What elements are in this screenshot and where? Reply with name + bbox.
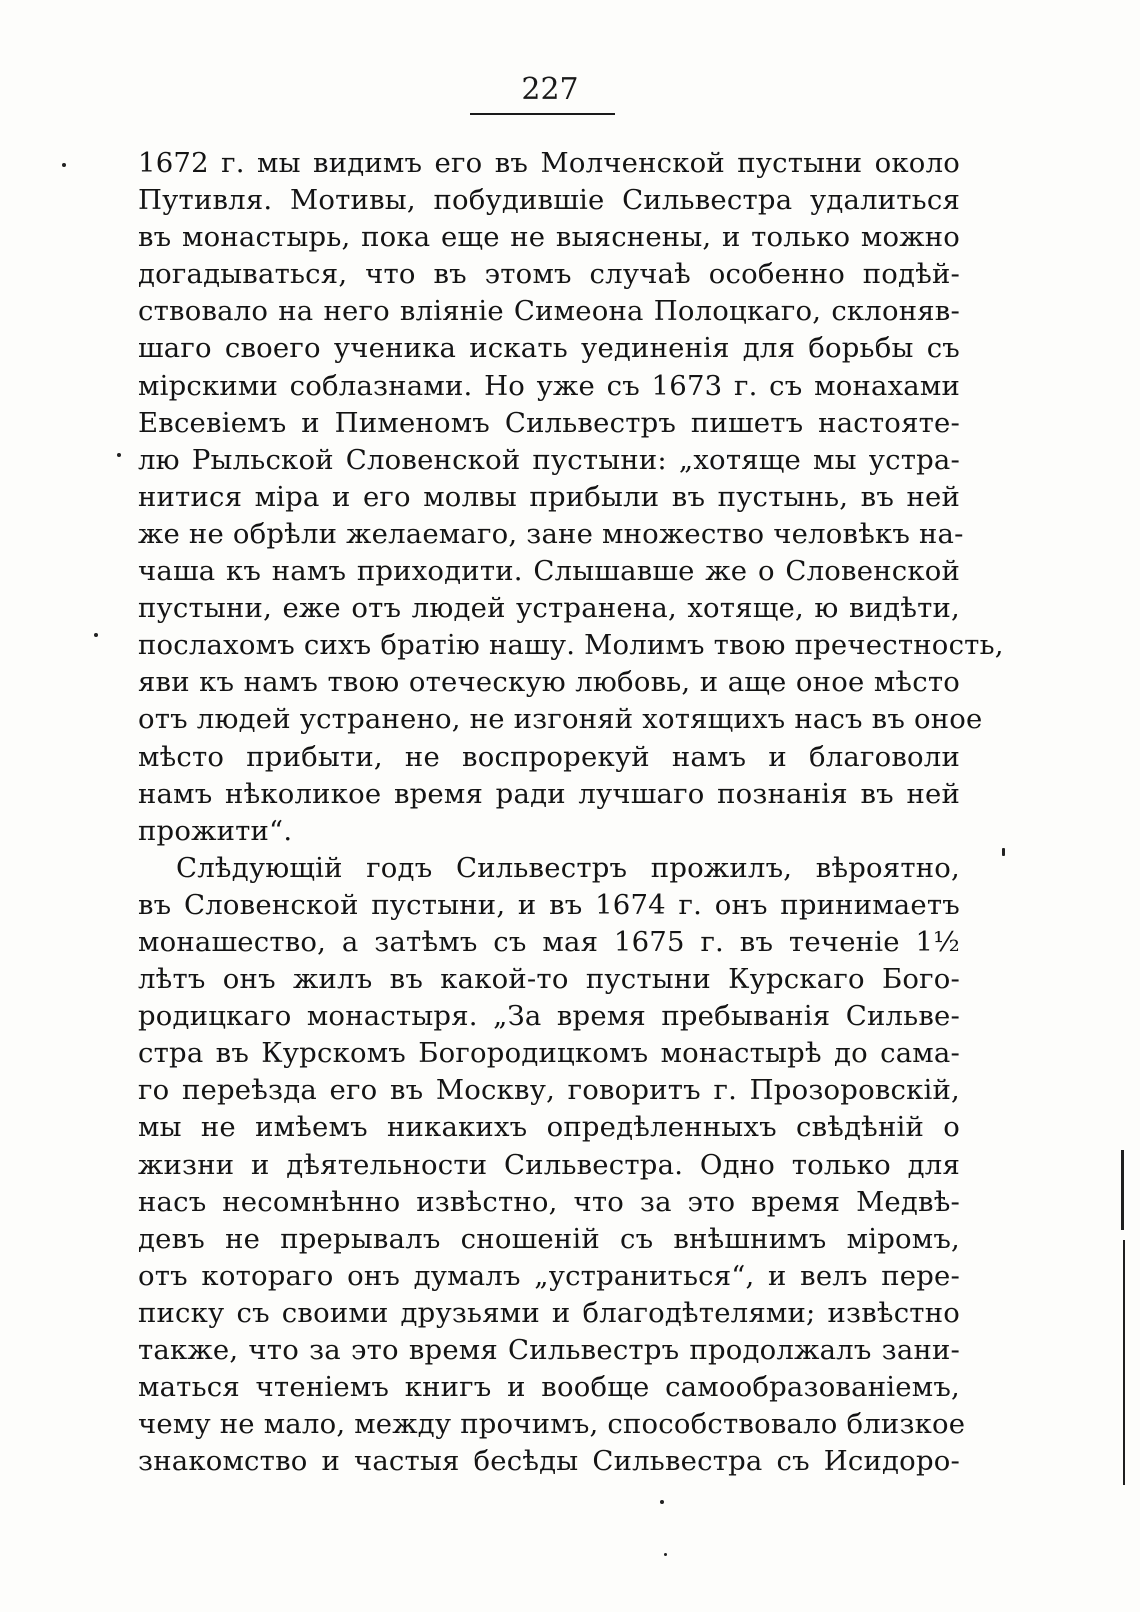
scan-speck <box>94 633 98 637</box>
text-line: намъ нѣколикое время ради лучшаго познанія въ ней <box>138 777 960 810</box>
text-line: ствовало на него вліяніе Симеона Полоцкаго, склоняв- <box>138 295 960 328</box>
text-line: нитися міра и его молвы прибыли въ пустынь, въ ней <box>138 480 960 513</box>
text-line: въ Словенской пустыни, и въ 1674 г. онъ принимаетъ <box>138 888 960 921</box>
text-line: догадываться, что въ этомъ случаѣ особенно подѣй- <box>138 258 960 291</box>
page-number-rule <box>470 113 615 115</box>
scan-speck <box>62 163 66 167</box>
text-line: маться чтеніемъ книгъ и вообще самообразованіемъ, <box>138 1371 960 1404</box>
text-line: мѣсто прибыти, не воспрорекуй намъ и благоволи <box>138 740 960 773</box>
text-line: лѣтъ онъ жилъ въ какой-то пустыни Курскаго Бого- <box>138 963 960 996</box>
text-line: отъ людей устранено, не изгоняй хотящихъ насъ въ оное <box>138 703 983 736</box>
page-body-text <box>138 145 1004 1480</box>
text-line: мірскими соблазнами. Но уже съ 1673 г. съ монахами <box>138 369 960 402</box>
scan-speck <box>660 1500 664 1504</box>
scan-edge-mark <box>1121 1150 1124 1230</box>
text-line: знакомство и частыя бесѣды Сильвестра съ Исидоро- <box>138 1445 960 1478</box>
text-line: послахомъ сихъ братію нашу. Молимъ твою пречестность, <box>138 629 1004 662</box>
text-line: родицкаго монастыря. „За время пребыванія Сильве- <box>138 1000 960 1033</box>
scan-edge-mark <box>1123 1240 1125 1485</box>
scan-speck <box>1002 848 1005 856</box>
text-line: Путивля. Мотивы, побудившіе Сильвестра удалиться <box>138 184 960 217</box>
text-line: въ монастырь, пока еще не выяснены, и только можно <box>138 221 960 254</box>
text-line: стра въ Курскомъ Богородицкомъ монастырѣ до сама- <box>138 1037 960 1070</box>
scan-speck <box>664 1553 667 1556</box>
text-line: 1672 г. мы видимъ его въ Молченской пустыни около <box>138 147 960 179</box>
page-number: 227 <box>521 72 579 107</box>
text-line: писку съ своими друзьями и благодѣтелями; извѣстно <box>138 1296 960 1329</box>
text-line: отъ котораго онъ думалъ „устраниться“, и велъ пере- <box>138 1259 960 1292</box>
text-line: го переѣзда его въ Москву, говоритъ г. Прозоровскій, <box>138 1074 960 1107</box>
text-line: чаша къ намъ приходити. Слышавше же о Словенской <box>138 555 960 588</box>
text-line: мы не имѣемъ никакихъ опредѣленныхъ свѣдѣній о <box>138 1111 960 1144</box>
text-line: монашество, а затѣмъ съ мая 1675 г. въ теченіе 1½ <box>138 925 960 958</box>
text-line: чему не мало, между прочимъ, способствовало близкое <box>138 1408 966 1441</box>
text-line: Евсевіемъ и Пименомъ Сильвестръ пишетъ настояте- <box>138 406 960 439</box>
text-line: также, что за это время Сильвестръ продолжалъ зани- <box>138 1334 960 1366</box>
text-line: насъ несомнѣнно извѣстно, что за это время Медвѣ- <box>138 1185 960 1218</box>
text-line: лю Рыльской Словенской пустыни: „хотяще мы устра- <box>138 443 960 476</box>
text-line: же не обрѣли желаемаго, зане множество человѣкъ на- <box>138 517 964 550</box>
text-line: пустыни, еже отъ людей устранена, хотяще, ю видѣти, <box>138 592 960 625</box>
paragraph-end-line: прожити“. <box>138 814 293 847</box>
paragraph-start-line: Слѣдующій годъ Сильвестръ прожилъ, вѣроятно, <box>176 851 960 884</box>
text-line: шаго своего ученика искать уединенія для борьбы съ <box>138 332 960 365</box>
text-line: жизни и дѣятельности Сильвестра. Одно только для <box>138 1148 960 1181</box>
scan-speck <box>117 453 121 457</box>
text-line: девъ не прерывалъ сношеній съ внѣшнимъ міромъ, <box>138 1222 960 1255</box>
text-line: яви къ намъ твою отеческую любовь, и аще оное мѣсто <box>138 666 960 699</box>
